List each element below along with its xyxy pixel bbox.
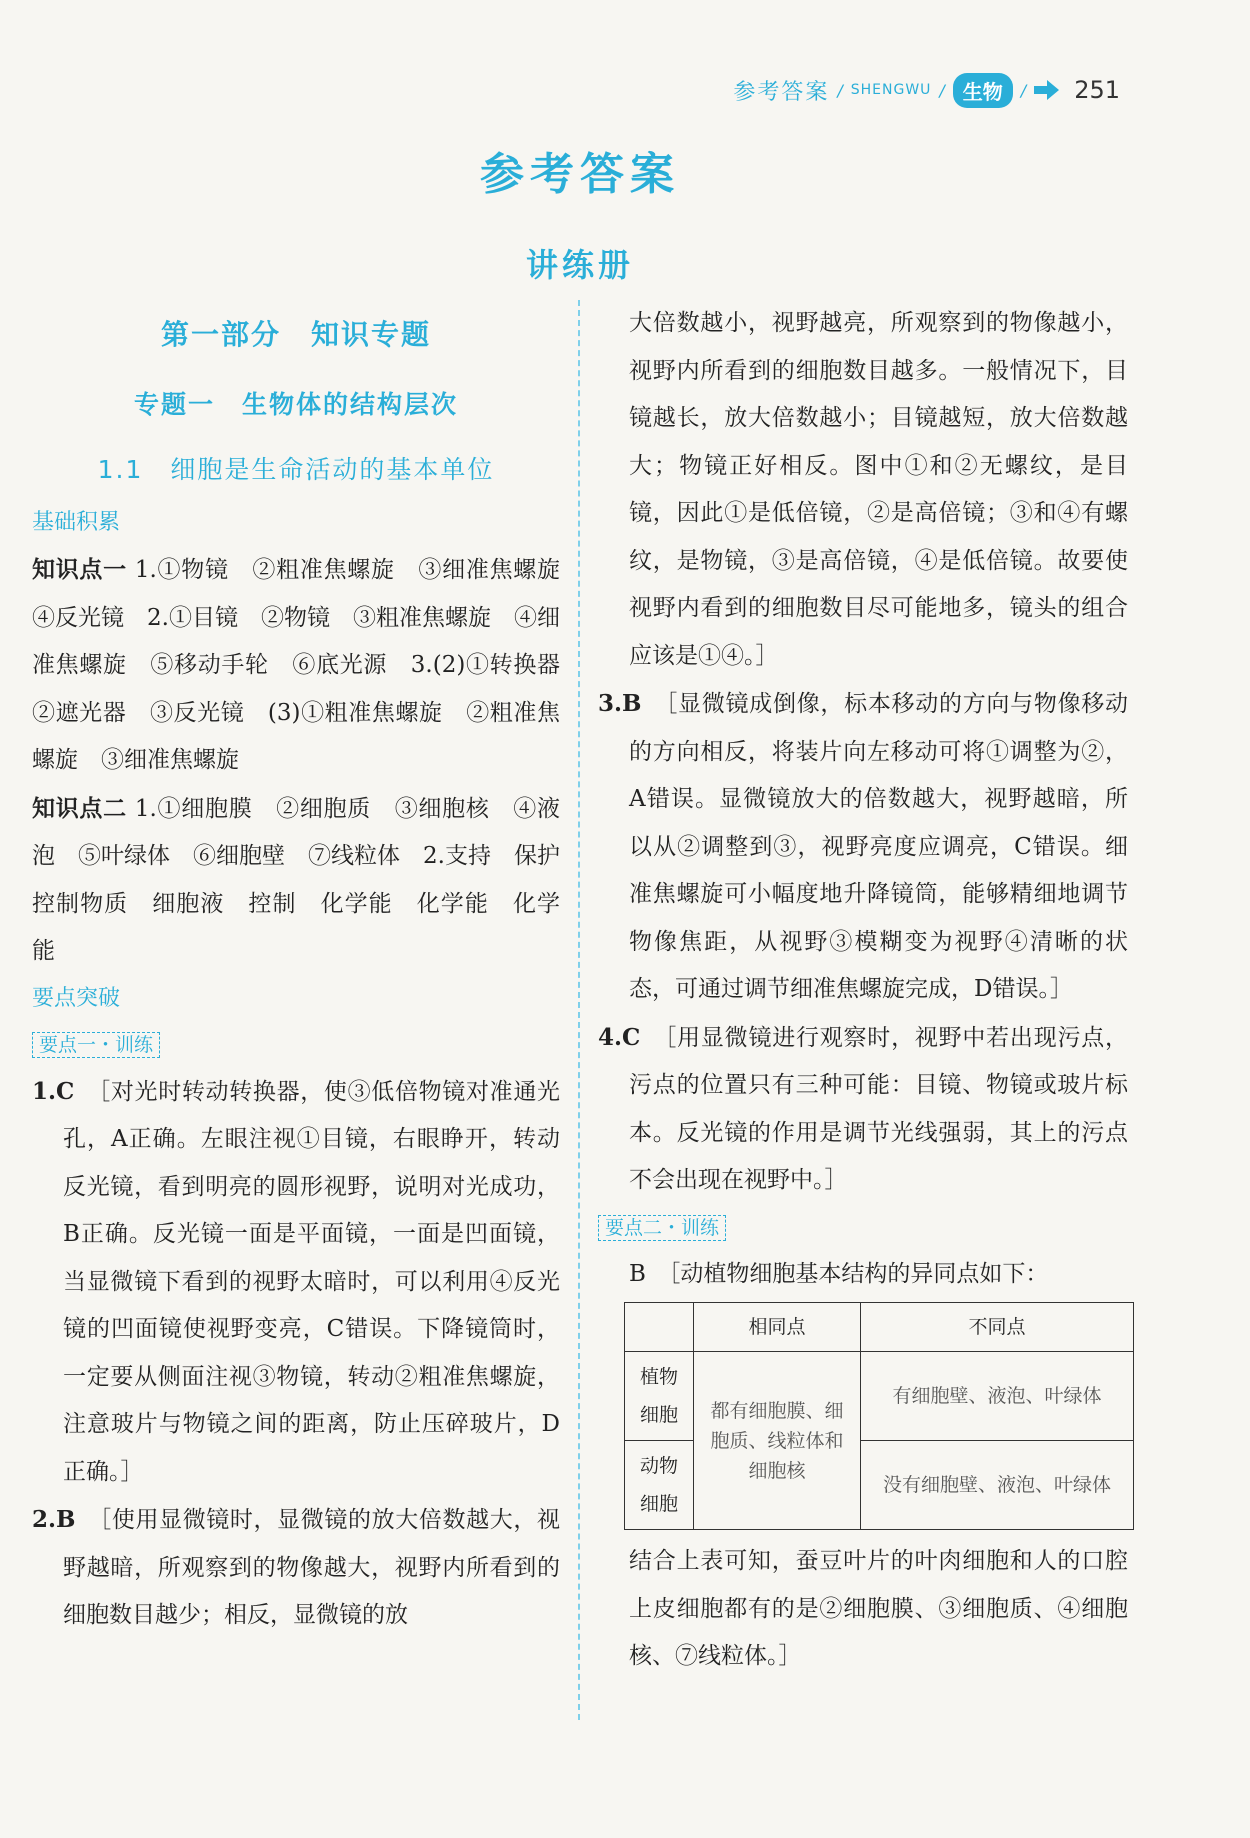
comparison-table (624, 1302, 1134, 1530)
answer-3 (598, 680, 1128, 1014)
cell-same: 都有细胞膜、细胞质、线粒体和细胞核 (694, 1352, 861, 1530)
answer-number: 2.B (32, 1506, 76, 1533)
table-header-same: 相同点 (694, 1303, 861, 1352)
answer-1 (32, 1068, 560, 1497)
answer-text: ［使用显微镜时，显微镜的放大倍数越大，视野越暗，所观察到的物像越大，视野内所看到的细胞数目越少；相反，显微镜的放 (63, 1507, 561, 1628)
header-slash: / (939, 80, 945, 100)
part-heading: 第一部分 知识专题 (160, 318, 431, 351)
answer-number: 3.B (598, 690, 642, 717)
knowledge-text: 1.①物镜 ②粗准焦螺旋 ③细准焦螺旋 ④反光镜 2.①目镜 ②物镜 ③粗准焦螺旋 ④细准焦螺旋 ⑤移动手轮 ⑥底光源 3.(2)①转换器 ②遮光器 ③反光镜 (3)①粗准焦螺旋 ②粗准焦螺旋 ③细准焦螺旋 (32, 557, 584, 773)
table-row (625, 1352, 1134, 1441)
subsection-label: 要点一・训练 (32, 1022, 560, 1068)
table-header-corner (625, 1303, 694, 1352)
table-header-diff: 不同点 (861, 1303, 1134, 1352)
lesson-heading: 1.1 细胞是生命活动的基本单位 (97, 455, 495, 484)
header-slash: / (837, 80, 843, 100)
knowledge-label: 知识点二 (32, 794, 127, 822)
header-subject-badge: 生物 (953, 73, 1013, 108)
page-title: 参考答案 (480, 149, 680, 200)
answer-number: 1.C (32, 1077, 75, 1105)
answer-2-continued: 大倍数越小，视野越亮，所观察到的物像越小，视野内所看到的细胞数目越多。一般情况下，目镜越长，放大倍数越小；目镜越短，放大倍数越大；物镜正好相反。图中①和②无螺纹，是目镜，因此①是低倍镜，②是高倍镜；③和④有螺纹，是物镜，③是高倍镜，④是低倍镜。故要使视野内看到的细胞数目尽可能地多，镜头的组合应该是①④。］ (629, 310, 1128, 669)
subsection-label: 要点二・训练 (598, 1205, 1128, 1251)
knowledge-label: 知识点一 (32, 556, 127, 583)
column-divider (578, 300, 580, 1720)
answer-text: ［用显微镜进行观察时，视野中若出现污点，污点的位置只有三种可能：目镜、物镜或玻片标本。反光镜的作用是调节光线强弱，其上的污点不会出现在视野中。］ (629, 1024, 1129, 1193)
page-header (733, 68, 1120, 112)
topic-heading: 专题一 生物体的结构层次 (133, 390, 458, 419)
arrow-right-icon (1034, 79, 1060, 101)
answer-text: ［显微镜成倒像，标本移动的方向与物像移动的方向相反，将装片向左移动可将①调整为②，A错误。显微镜放大的倍数越大，视野越暗，所以从②调整到③，视野亮度应调亮，C错误。细准焦螺旋可小幅度地升降镜筒，能够精细地调节物像焦距，从视野③模糊变为视野④清晰的状态，可通过调节细准焦螺旋完成，D错误。］ (629, 691, 1129, 1002)
answer-4 (598, 1014, 1128, 1205)
page-number: 251 (1074, 76, 1120, 104)
answer-text: ［对光时转动转换器，使③低倍物镜对准通光孔，A正确。左眼注视①目镜，右眼睁开，转动反光镜，看到明亮的圆形视野，说明对光成功，B正确。反光镜一面是平面镜，一面是凹面镜，当显微镜下看到的视野太暗时，可以利用④反光镜的凹面镜使视野变亮，C错误。下降镜筒时，一定要从侧面注视③物镜，转动②粗准焦螺旋，注意玻片与物镜之间的距离，防止压碎玻片，D正确。］ (63, 1078, 561, 1485)
knowledge-text: 1.①细胞膜 ②细胞质 ③细胞核 ④液泡 ⑤叶绿体 ⑥细胞壁 ⑦线粒体 2.支持 保护 控制物质 细胞液 控制 化学能 化学能 化学能 (32, 795, 583, 964)
row-label-plant: 植物细胞 (625, 1352, 694, 1441)
answer-5-conclusion: 结合上表可知，蚕豆叶片的叶肉细胞和人的口腔上皮细胞都有的是②细胞膜、③细胞质、④细胞核、⑦线粒体。］ (629, 1548, 1128, 1669)
right-column (598, 300, 1128, 1681)
left-column (32, 300, 584, 1640)
header-subject-pinyin: SHENGWU (850, 82, 932, 98)
row-label-animal: 动物细胞 (625, 1441, 694, 1530)
answer-number: 4.C (598, 1023, 641, 1051)
answer-5: B ［动植物细胞基本结构的异同点如下： (629, 1260, 1049, 1287)
book-section-title: 讲练册 (525, 246, 634, 284)
section-heading: 要点突破 (32, 985, 121, 1011)
knowledge-point-1 (32, 546, 584, 785)
cell-diff-plant: 有细胞壁、液泡、叶绿体 (861, 1352, 1134, 1441)
cell-diff-animal: 没有细胞壁、液泡、叶绿体 (861, 1441, 1134, 1530)
knowledge-point-2 (32, 785, 583, 976)
header-title: 参考答案 (733, 79, 830, 105)
table-header-row (625, 1303, 1134, 1352)
section-heading: 基础积累 (32, 510, 121, 535)
header-slash: / (1020, 80, 1027, 100)
answer-2 (32, 1496, 560, 1640)
